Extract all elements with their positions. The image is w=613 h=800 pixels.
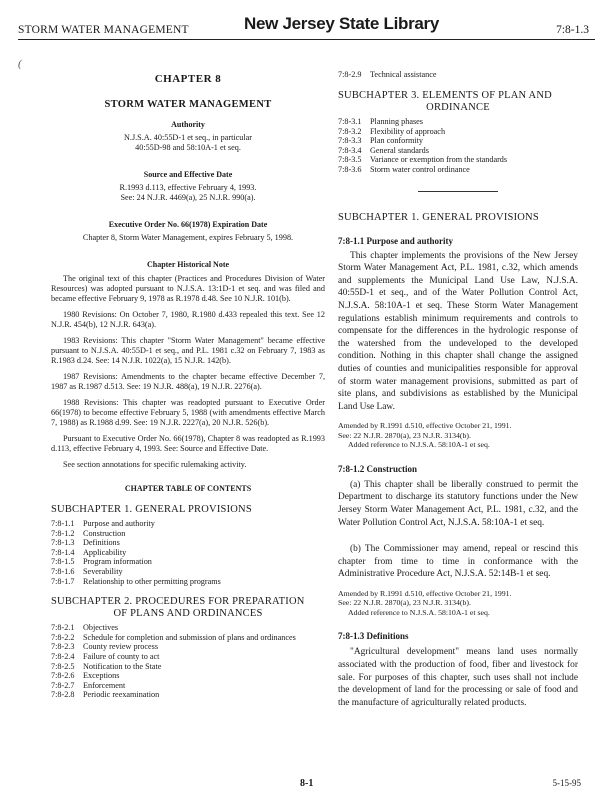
running-header (18, 14, 595, 38)
toc-item-title: Purpose and authority (83, 519, 155, 528)
toc-subchapter-1-heading: SUBCHAPTER 1. GENERAL PROVISIONS (51, 504, 252, 515)
toc-item (338, 117, 578, 127)
historical-note-paragraph: The original text of this chapter (Practices and Procedures Division of Water Resources) was adopted pursuant to N.J.S.A. 13:1D-1 et seq. and was filed and became effective February 9, 1978 as R.1978 d.48. See 10 N.J.R. 101(b). (51, 274, 325, 303)
toc-item-number: 7:8-3.4 (338, 145, 362, 155)
toc-item-number: 7:8-2.3 (51, 642, 75, 652)
left-column (51, 74, 325, 700)
margin-mark: ( (18, 58, 22, 70)
toc-item (338, 127, 578, 137)
historical-note-heading: Chapter Historical Note (146, 260, 230, 269)
section-1-3-body: "Agricultural development" means land uses normally associated with the production of food, fiber and livestock for sale. For purposes of this chapter, such uses shall not include the development of land for the processing or sale of food and the manufacture of agriculturally related products. (338, 647, 578, 708)
amendment-line: Amended by R.1991 d.510, effective October 21, 1991. (338, 421, 512, 431)
amendment-line: Added reference to N.J.S.A. 58:10A-1 et seq. (348, 440, 490, 450)
toc-item-title: Program information (83, 557, 152, 567)
toc-subchapter-1-list (51, 519, 325, 586)
historical-note-paragraph: 1983 Revisions: This chapter "Storm Water Management" became effective pursuant to N.J.S.A. 40:55D-1 et seq., and P.L. 1981 c.32 on February 7, 1983 as R.1983 d.24. See: 14 N.J.R. 1022(a), 15 N.J.R. 142(b). (51, 336, 325, 365)
toc-subchapter-3-heading-line-2: ORDINANCE (426, 102, 490, 113)
toc-item-title: Failure of county to act (83, 651, 160, 661)
toc-item-title: Objectives (83, 623, 119, 633)
authority-heading: Authority (171, 120, 205, 129)
section-1-1-heading: 7:8-1.1 Purpose and authority (338, 235, 454, 246)
toc-subchapter-2-heading-line-2: OF PLANS AND ORDINANCES (113, 608, 263, 620)
toc-item-title: Notification to the State (83, 661, 162, 671)
toc-item (51, 671, 325, 681)
toc-item (51, 567, 325, 577)
toc-item-number: 7:8-2.5 (51, 661, 75, 671)
section-1-3-heading: 7:8-1.3 Definitions (338, 631, 409, 642)
toc-item-title: Flexibility of approach (370, 126, 446, 136)
toc-item (51, 642, 325, 652)
header-section-number: 7:8-1.3 (556, 24, 589, 36)
section-1-1-amendment-note (338, 421, 578, 450)
toc-item-title: Storm water control ordinance (370, 164, 470, 174)
library-stamp: New Jersey State Library (244, 14, 440, 33)
toc-item-number: 7:8-2.2 (51, 632, 75, 642)
amendment-line: Added reference to N.J.S.A. 58:10A-1 et seq. (348, 607, 490, 617)
toc-item-number: 7:8-3.6 (338, 164, 362, 174)
toc-subchapter-2-heading-line-1: SUBCHAPTER 2. PROCEDURES FOR PREPARATION (51, 596, 305, 608)
toc-item (338, 70, 578, 80)
toc-subchapter-2-list (51, 623, 325, 700)
executive-order-heading: Executive Order No. 66(1978) Expiration Date (108, 220, 268, 229)
amendment-line: See: 22 N.J.R. 2870(a), 23 N.J.R. 3134(b). (338, 598, 471, 608)
toc-item-title: Applicability (83, 547, 127, 557)
toc-item (338, 146, 578, 156)
section-1-2-amendment-note (338, 589, 578, 618)
historical-note-paragraph: 1988 Revisions: This chapter was readopted pursuant to Executive Order 66(1978) to become effective February 5, 1988 (with amendments effective March 7, 1988) as R.1988 d.99. See: 19 N.J.R. 2227(a), 20 N.J.R. 526(b). (51, 398, 325, 427)
historical-note-paragraph: 1987 Revisions: Amendments to the chapter became effective December 7, 1987 as R.1987 d.513. See: 19 N.J.R. 488(a), 19 N.J.R. 2276(a). (51, 372, 325, 391)
amendment-line: Amended by R.1991 d.510, effective October 21, 1991. (338, 588, 512, 598)
source-line-1: R.1993 d.113, effective February 4, 1993. (119, 183, 257, 192)
toc-item-title: Plan conformity (370, 136, 423, 146)
toc-item-number: 7:8-1.6 (51, 566, 75, 576)
toc-item-number: 7:8-3.3 (338, 136, 362, 146)
historical-note-paragraph: See section annotations for specific rulemaking activity. (63, 460, 247, 469)
toc-item-title: Exceptions (83, 671, 120, 681)
chapter-number: CHAPTER 8 (154, 73, 222, 85)
toc-item-number: 7:8-2.1 (51, 623, 75, 633)
header-chapter-title: STORM WATER MANAGEMENT (18, 24, 189, 36)
toc-item (51, 557, 325, 567)
toc-item (51, 519, 325, 529)
toc-item-number: 7:8-1.4 (51, 547, 75, 557)
toc-item-title: Severability (83, 566, 123, 576)
toc-item (51, 662, 325, 672)
toc-item-number: 7:8-2.8 (51, 690, 75, 700)
toc-item-number: 7:8-1.3 (51, 538, 75, 548)
section-1-2-para-b: (b) The Commissioner may amend, repeal or rescind this chapter from time to time in conformance with the Administrative Procedure Act, N.J.S.A. 52:14B-1 et seq. (338, 544, 578, 580)
source-line-2: See: 24 N.J.R. 4469(a), 25 N.J.R. 990(a). (120, 193, 256, 202)
toc-item (338, 165, 578, 175)
toc-item-number: 7:8-2.9 (338, 70, 362, 79)
toc-item (51, 690, 325, 700)
header-rule (18, 39, 595, 40)
toc-item-title: Enforcement (83, 680, 126, 690)
toc-item-title: Schedule for completion and submission of plans and ordinances (83, 632, 296, 642)
toc-item-title: Periodic reexamination (83, 690, 160, 700)
supplement-date: 5-15-95 (552, 778, 581, 788)
toc-item-number: 7:8-1.1 (51, 519, 75, 528)
toc-subchapter-3-heading (338, 90, 578, 114)
toc-item (51, 548, 325, 558)
toc-subchapter-3-heading-line-1: SUBCHAPTER 3. ELEMENTS OF PLAN AND (338, 90, 552, 101)
toc-item-title: Relationship to other permitting programs (83, 576, 221, 586)
right-column (338, 70, 578, 709)
toc-item (51, 529, 325, 539)
toc-item-number: 7:8-3.2 (338, 126, 362, 136)
toc-item-title: Construction (83, 528, 126, 538)
toc-subchapter-3-list (338, 117, 578, 175)
toc-item-number: 7:8-3.5 (338, 155, 362, 165)
toc-item (338, 136, 578, 146)
toc-item (51, 623, 325, 633)
toc-item-title: Definitions (83, 538, 120, 548)
page-number: 8-1 (300, 778, 314, 789)
toc-item-number: 7:8-1.5 (51, 557, 75, 567)
section-divider (418, 191, 498, 192)
toc-item (51, 633, 325, 643)
toc-item-number: 7:8-2.7 (51, 680, 75, 690)
section-1-2-heading: 7:8-1.2 Construction (338, 463, 417, 474)
source-heading: Source and Effective Date (143, 170, 233, 179)
toc-item-title: General standards (370, 145, 429, 155)
toc-item (51, 652, 325, 662)
toc-item-title: Planning phases (370, 117, 423, 126)
toc-item-number: 7:8-3.1 (338, 117, 362, 126)
toc-subchapter-2-heading (51, 596, 325, 620)
historical-note-paragraph: 1980 Revisions: On October 7, 1980, R.1980 d.433 repealed this text. See 12 N.J.R. 454(b), 12 N.J.R. 643(a). (51, 310, 325, 329)
executive-order-text: Chapter 8, Storm Water Management, expires February 5, 1998. (82, 233, 294, 242)
toc-item (338, 155, 578, 165)
toc-item-title: Technical assistance (370, 70, 437, 79)
section-1-2-para-a: (a) This chapter shall be liberally construed to permit the Department to discharge its statutory functions under the New Jersey Storm Water Management Act, P.L. 1981, c.32, and the Water Pollution Control Act, N.J.S.A. 58:10A-1 et seq. (338, 479, 578, 528)
toc-item-number: 7:8-1.2 (51, 528, 75, 538)
toc-item-number: 7:8-2.6 (51, 671, 75, 681)
historical-note-paragraph: Pursuant to Executive Order No. 66(1978), Chapter 8 was readopted as R.1993 d.113, effective February 4, 1993. See: Source and Effective Date. (51, 434, 325, 453)
subchapter-1-heading: SUBCHAPTER 1. GENERAL PROVISIONS (338, 211, 539, 223)
authority-line-1: N.J.S.A. 40:55D-1 et seq., in particular (123, 133, 253, 142)
toc-item-number: 7:8-2.4 (51, 651, 75, 661)
toc-item (51, 681, 325, 691)
toc-heading: CHAPTER TABLE OF CONTENTS (124, 484, 252, 493)
section-1-1-body: This chapter implements the provisions of the New Jersey Storm Water Management Act, P.L. 1981, c.32, which amends and supplements the Municipal Land Use Law, N.J.S.A. 40:55D-1 et seq., and of the Water Pollution Control Act, N.J.S.A. 58:10A-1 et seq. These Storm Water Management regulations establish minimum requirements and controls to compensate for the differences in the hydrologic response of the watershed from the undeveloped to the developed condition. Nothing in this chapter shall change the assigned duties of counties and municipalities responsible for approval of storm water management provisions, submitted as part of site plans, and subdivisions as established by the Municipal Land Use Law. (338, 250, 578, 412)
toc-item-title: Variance or exemption from the standards (370, 155, 508, 165)
toc-item-number: 7:8-1.7 (51, 576, 75, 586)
toc-item-title: County review process (83, 642, 159, 652)
chapter-title: STORM WATER MANAGEMENT (104, 99, 272, 110)
toc-item (51, 538, 325, 548)
amendment-line: See: 22 N.J.R. 2870(a), 23 N.J.R. 3134(b). (338, 430, 471, 440)
toc-item (51, 577, 325, 587)
authority-line-2: 40:55D-98 and 58:10A-1 et seq. (135, 143, 241, 152)
